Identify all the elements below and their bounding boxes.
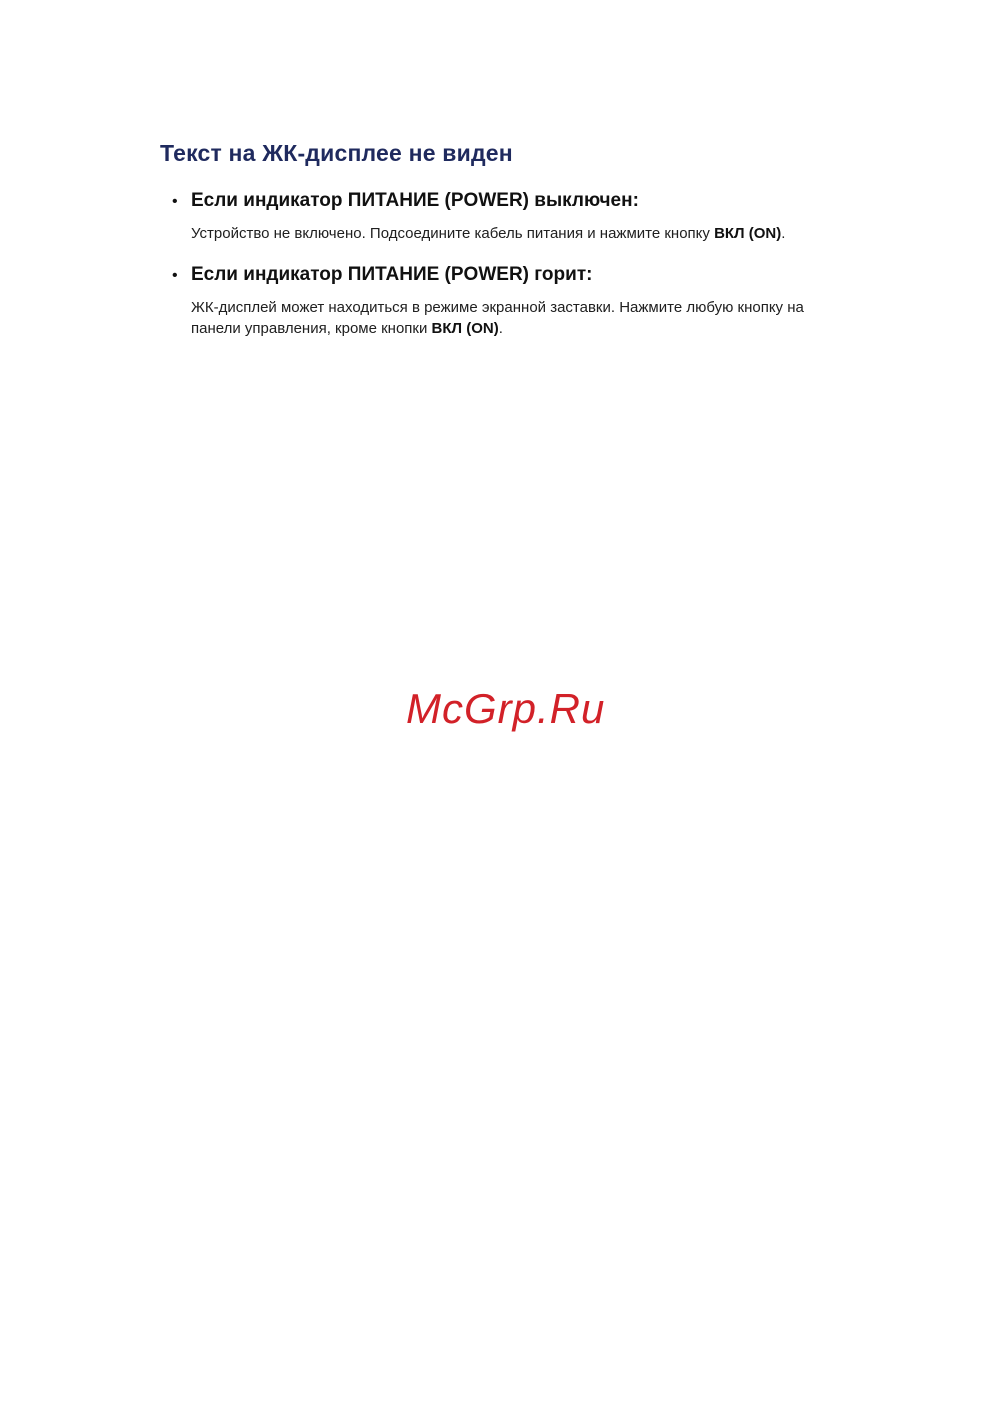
body-text: ЖК-дисплей может находиться в режиме экранной заставки. Нажмите любую кнопку на [191,299,804,316]
section-heading [172,189,862,212]
bullet-icon: • [172,267,178,284]
section-body [191,297,862,339]
body-text-bold: ВКЛ (ON) [714,225,782,242]
section-heading-text: Если индикатор ПИТАНИЕ (POWER) горит: [191,264,593,285]
section-heading [172,263,862,286]
body-text: . [781,225,786,242]
section-power-off [172,189,862,244]
body-text-bold: ВКЛ (ON) [431,320,499,337]
section-power-on [172,263,862,339]
body-text: Устройство не включено. Подсоедините кабель питания и нажмите кнопку [191,225,715,242]
section-heading-text: Если индикатор ПИТАНИЕ (POWER) выключен: [191,190,639,211]
watermark: McGrp.Ru [406,685,606,732]
section-body [191,223,862,244]
bullet-icon: • [172,193,178,210]
page-title: Текст на ЖК-дисплее не виден [160,140,513,166]
body-text: панели управления, кроме кнопки [191,320,432,337]
body-text: . [498,320,503,337]
